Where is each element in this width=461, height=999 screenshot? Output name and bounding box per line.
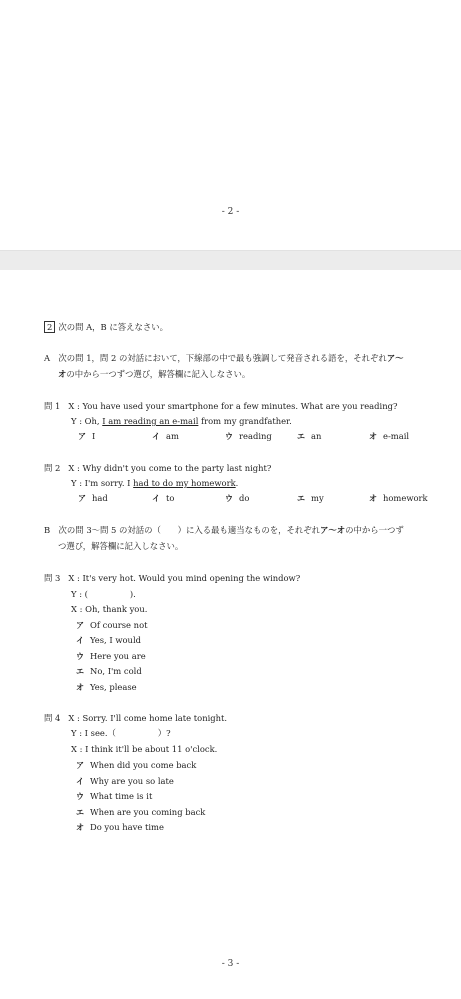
q4-label: 問 4 (44, 713, 61, 723)
q4-x-line: 問 4 X : Sorry. I'll come home late tonight. (44, 713, 228, 723)
q3-choice-a[interactable]: ア Of course not (76, 620, 148, 630)
q1-underlined: I am reading an e-mail (102, 416, 199, 426)
partA-instruction-line1: A 次の問 1，問 2 の対話において，下線部の中で最も強調して発音される語を，それぞれア〜 (44, 353, 404, 363)
q3-y-line: Y : ( ). (71, 589, 136, 599)
partA-instruction-line2: オの中から一つずつ選び，解答欄に記入しなさい。 (58, 369, 251, 379)
q4-x2-line: X : I think it'll be about 11 o'clock. (71, 744, 218, 754)
q4-choice-u[interactable]: ウ What time is it (76, 791, 153, 801)
q3-x-line: 問 3 X : It's very hot. Would you mind opening the window? (44, 573, 301, 583)
q1-choice-o[interactable]: オ e-mail (369, 431, 410, 441)
previous-page (0, 0, 461, 250)
q2-choice-o[interactable]: オ homework (369, 493, 428, 503)
q2-choice-u[interactable]: ウ do (225, 493, 250, 503)
q2-choice-e[interactable]: エ my (297, 493, 324, 503)
q1-choice-u[interactable]: ウ reading (225, 431, 272, 441)
q3-choice-u[interactable]: ウ Here you are (76, 651, 146, 661)
q1-x-line: 問 1 X : You have used your smartphone for a few minutes. What are you reading? (44, 401, 398, 411)
q1-choice-e[interactable]: エ an (297, 431, 322, 441)
section-instruction: 次の問 A，B に答えなさい。 (58, 322, 168, 332)
q3-label: 問 3 (44, 573, 61, 583)
q4-choice-e[interactable]: エ When are you coming back (76, 807, 206, 817)
q4-choice-i[interactable]: イ Why are you so late (76, 776, 174, 786)
section-number-box: 2 (44, 321, 55, 333)
q2-underlined: had to do my homework (133, 478, 236, 488)
section-header (44, 321, 168, 333)
q4-choice-o[interactable]: オ Do you have time (76, 822, 164, 832)
q1-choice-i[interactable]: イ am (152, 431, 179, 441)
q4-y-line: Y : I see.（ ）? (71, 728, 171, 738)
q1-label: 問 1 (44, 401, 61, 411)
q2-y-line: Y : I'm sorry. I had to do my homework. (71, 478, 239, 488)
q2-x-line: 問 2 X : Why didn't you come to the party last night? (44, 463, 272, 473)
q1-choice-a[interactable]: ア I (78, 431, 96, 441)
page-number: - 3 - (221, 959, 240, 969)
q3-choice-e[interactable]: エ No, I'm cold (76, 666, 142, 676)
q2-choice-a[interactable]: ア had (78, 493, 108, 503)
page-separator (0, 250, 461, 271)
q4-choice-a[interactable]: ア When did you come back (76, 760, 197, 770)
page-number: - 2 - (221, 207, 240, 217)
partB-instruction-line1: B 次の問 3〜問 5 の対話の（ ）に入る最も適当なものを，それぞれア〜オの中から一つず (44, 525, 404, 535)
q2-choice-i[interactable]: イ to (152, 493, 175, 503)
q2-label: 問 2 (44, 463, 61, 473)
q3-choice-o[interactable]: オ Yes, please (76, 682, 137, 692)
partB-instruction-line2: つ選び，解答欄に記入しなさい。 (58, 541, 184, 551)
q3-x2-line: X : Oh, thank you. (71, 604, 148, 614)
q1-y-line: Y : Oh, I am reading an e-mail from my grandfather. (71, 416, 292, 426)
q3-choice-i[interactable]: イ Yes, I would (76, 635, 141, 645)
